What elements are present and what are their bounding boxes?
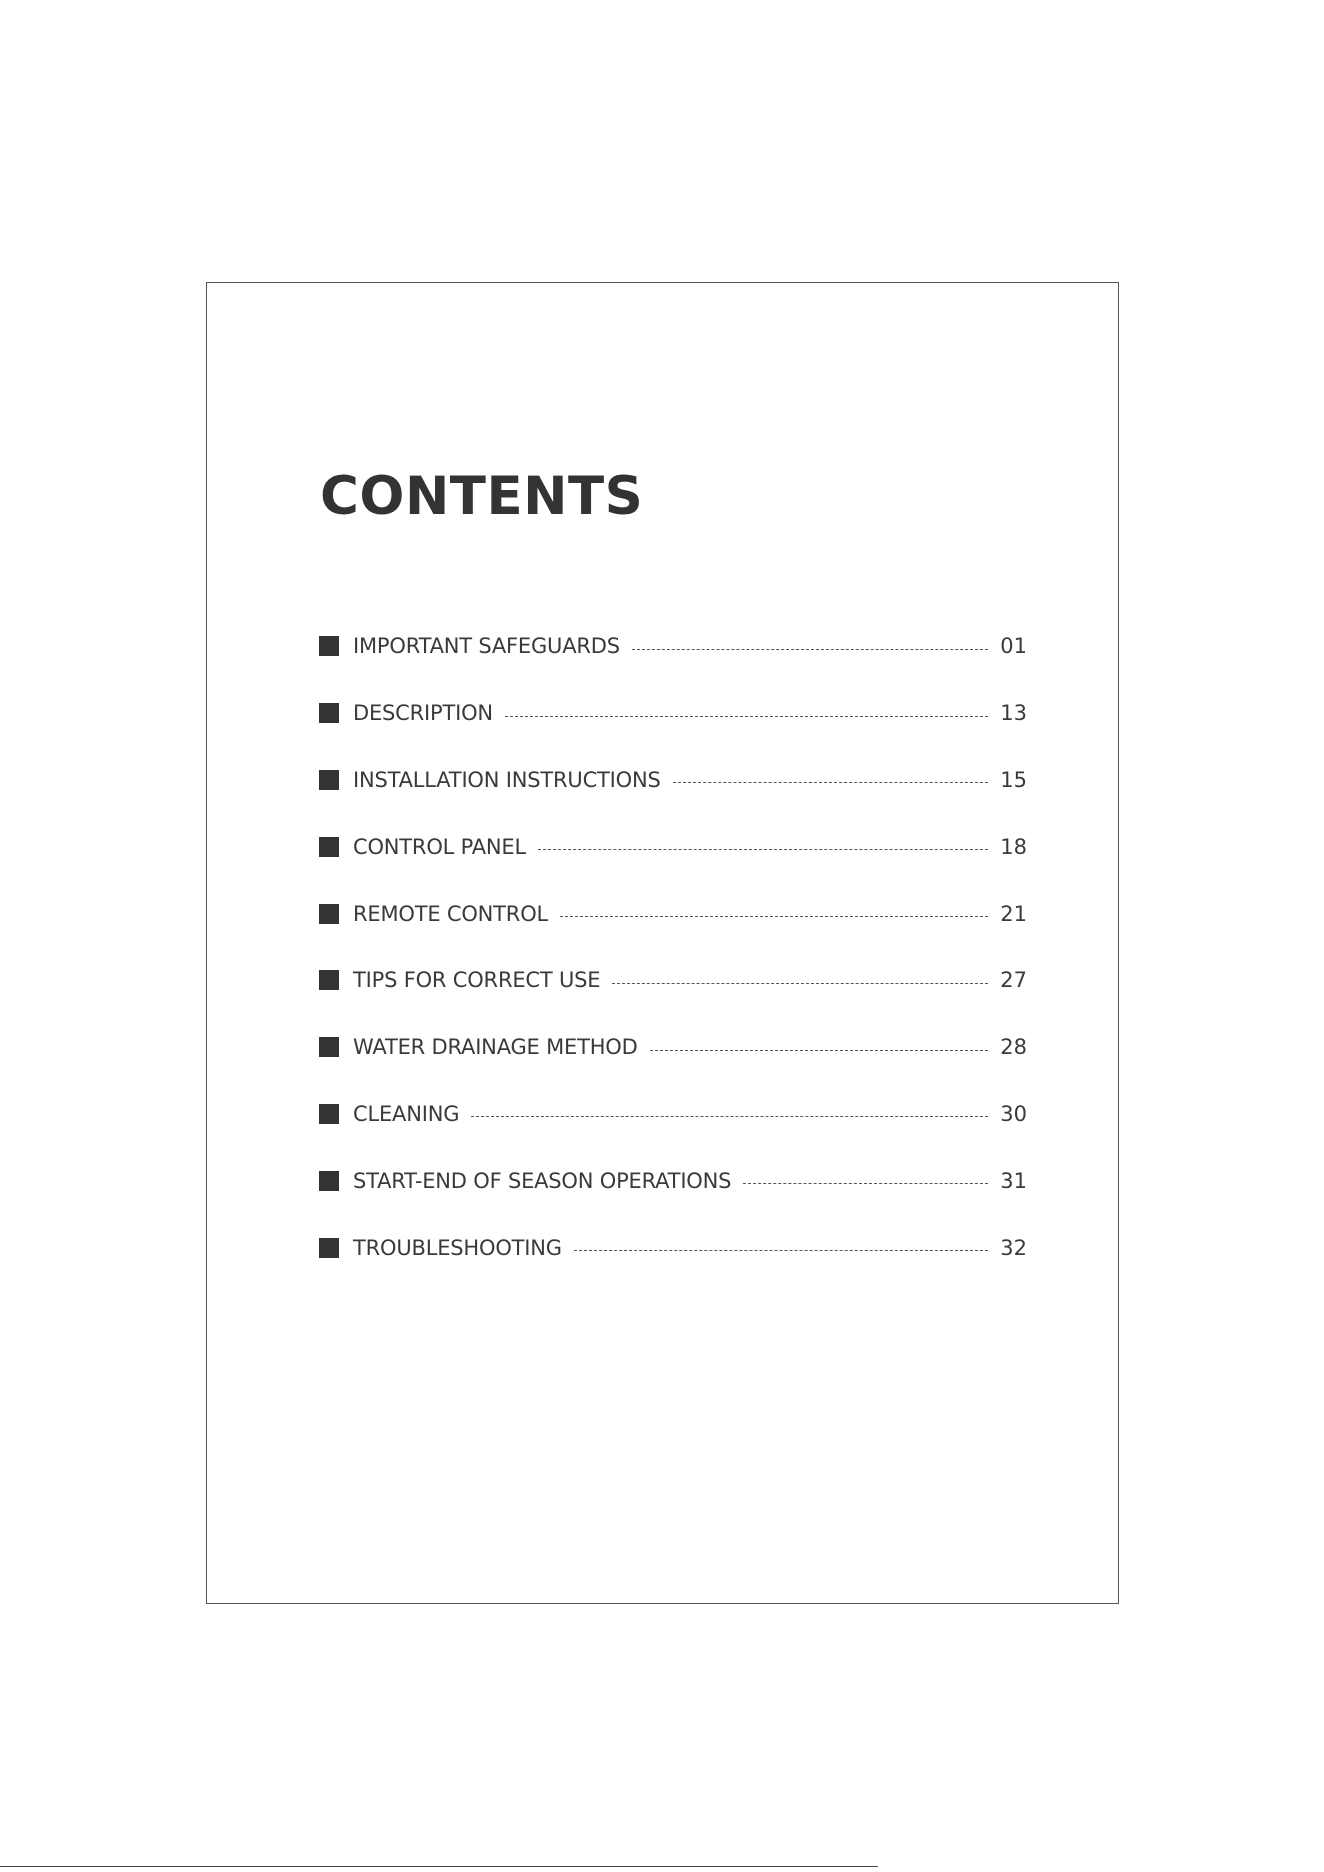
- square-bullet-icon: [319, 970, 339, 990]
- toc-entry-label: CLEANING: [353, 1101, 460, 1126]
- toc-entry-page: 15: [1000, 767, 1027, 792]
- toc-entry-page: 27: [1000, 968, 1027, 993]
- toc-entry[interactable]: [319, 747, 1027, 814]
- toc-entry-page: 13: [1000, 701, 1027, 726]
- table-of-contents: [319, 613, 1027, 1281]
- toc-entry-page: 31: [1000, 1168, 1027, 1193]
- toc-entry[interactable]: [319, 880, 1027, 947]
- square-bullet-icon: [319, 837, 339, 857]
- square-bullet-icon: [319, 904, 339, 924]
- toc-entry[interactable]: [319, 813, 1027, 880]
- toc-entry-label: TIPS FOR CORRECT USE: [353, 968, 601, 993]
- toc-entry-label: WATER DRAINAGE METHOD: [353, 1035, 638, 1060]
- toc-entry[interactable]: [319, 1214, 1027, 1281]
- toc-entry-page: 28: [1000, 1035, 1027, 1060]
- dot-leader: [673, 782, 988, 783]
- toc-entry[interactable]: [319, 613, 1027, 680]
- toc-entry[interactable]: [319, 1147, 1027, 1214]
- square-bullet-icon: [319, 1104, 339, 1124]
- dot-leader: [560, 916, 988, 917]
- square-bullet-icon: [319, 1238, 339, 1258]
- dot-leader: [574, 1250, 988, 1251]
- toc-entry-page: 18: [1000, 834, 1027, 859]
- toc-entry-label: START-END OF SEASON OPERATIONS: [353, 1168, 732, 1193]
- toc-entry-label: TROUBLESHOOTING: [353, 1235, 562, 1260]
- toc-entry-label: INSTALLATION INSTRUCTIONS: [353, 767, 661, 792]
- dot-leader: [650, 1050, 988, 1051]
- toc-entry-page: 32: [1000, 1235, 1027, 1260]
- dot-leader: [538, 849, 988, 850]
- square-bullet-icon: [319, 1171, 339, 1191]
- toc-entry[interactable]: [319, 1081, 1027, 1148]
- page-title: CONTENTS: [320, 466, 644, 527]
- toc-entry[interactable]: [319, 1014, 1027, 1081]
- dot-leader: [471, 1116, 988, 1117]
- toc-entry-label: IMPORTANT SAFEGUARDS: [353, 634, 620, 659]
- square-bullet-icon: [319, 636, 339, 656]
- toc-entry-page: 21: [1000, 901, 1027, 926]
- square-bullet-icon: [319, 703, 339, 723]
- toc-entry-page: 30: [1000, 1101, 1027, 1126]
- dot-leader: [505, 716, 988, 717]
- square-bullet-icon: [319, 770, 339, 790]
- footer-rule: [0, 1866, 878, 1867]
- toc-entry-page: 01: [1000, 634, 1027, 659]
- toc-entry-label: CONTROL PANEL: [353, 834, 526, 859]
- toc-entry[interactable]: [319, 680, 1027, 747]
- square-bullet-icon: [319, 1037, 339, 1057]
- toc-entry-label: DESCRIPTION: [353, 701, 493, 726]
- toc-entry-label: REMOTE CONTROL: [353, 901, 549, 926]
- dot-leader: [612, 983, 988, 984]
- dot-leader: [743, 1183, 988, 1184]
- dot-leader: [632, 649, 988, 650]
- toc-entry[interactable]: [319, 947, 1027, 1014]
